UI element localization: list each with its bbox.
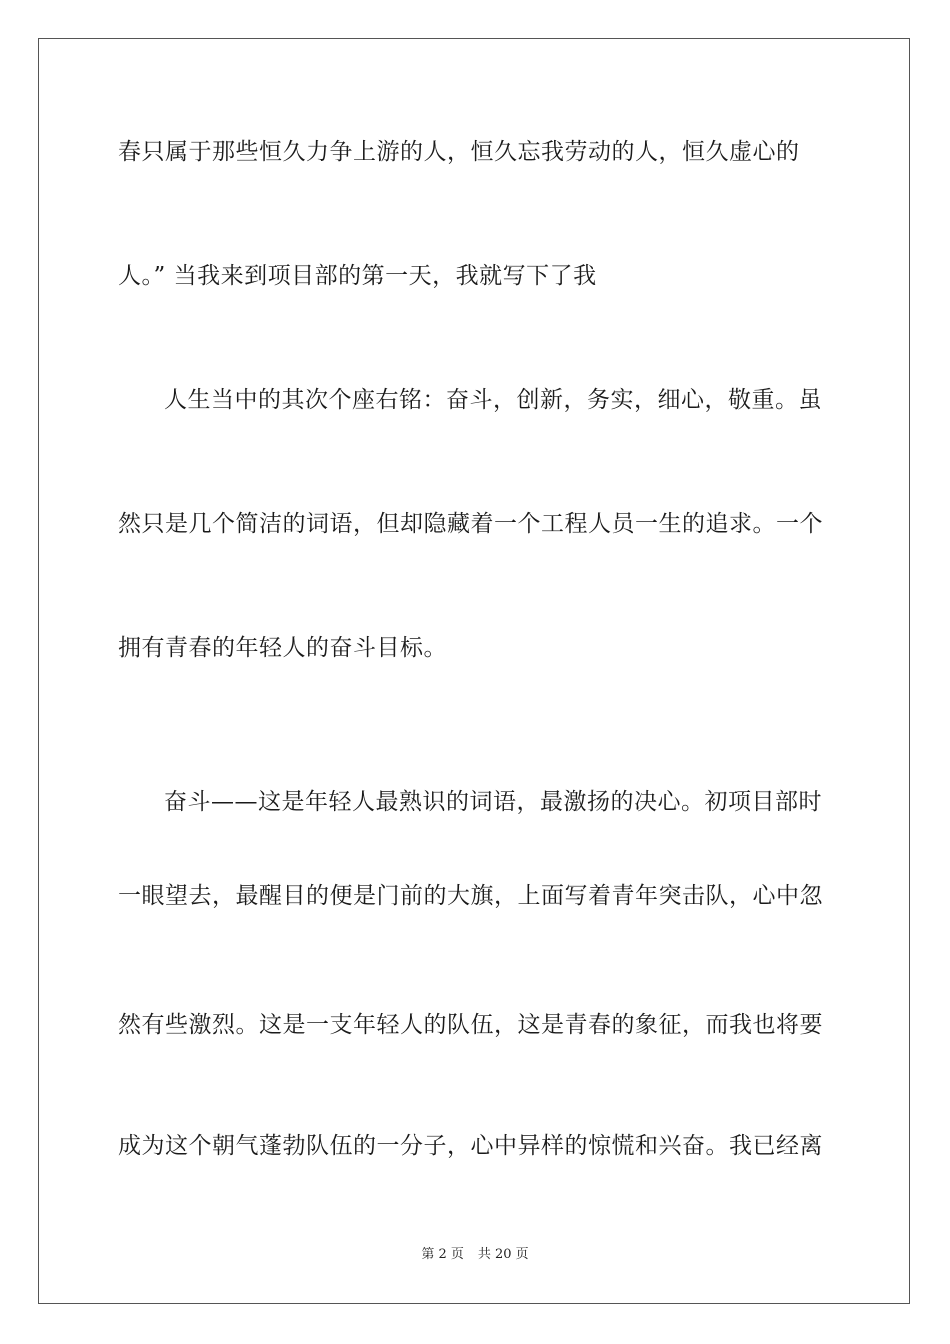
text-line: 拥有青春的年轻人的奋斗目标。 (118, 635, 447, 661)
text-line: 成为这个朝气蓬勃队伍的一分子，心中异样的惊慌和兴奋。我已经离 (118, 1133, 823, 1159)
text-line-paragraph-start: 人生当中的其次个座右铭：奋斗，创新，务实，细心，敬重。虽 (164, 387, 822, 413)
text-line: 人。” 当我来到项目部的第一天，我就写下了我 (118, 263, 597, 289)
text-line: 然只是几个简洁的词语，但却隐藏着一个工程人员一生的追求。一个 (118, 511, 823, 537)
page-number: 第 2 页 (421, 1247, 464, 1262)
text-line: 一眼望去，最醒目的便是门前的大旗，上面写着青年突击队，心中忽 (118, 883, 823, 909)
text-line: 然有些激烈。这是一支年轻人的队伍，这是青春的象征，而我也将要 (118, 1012, 823, 1038)
page-border (38, 38, 910, 1304)
page-footer (0, 1246, 950, 1264)
text-line-paragraph-start: 奋斗——这是年轻人最熟识的词语，最激扬的决心。初项目部时 (164, 789, 822, 815)
text-line: 春只属于那些恒久力争上游的人，恒久忘我劳动的人，恒久虚心的 (118, 139, 800, 165)
page-total: 共 20 页 (477, 1247, 529, 1262)
